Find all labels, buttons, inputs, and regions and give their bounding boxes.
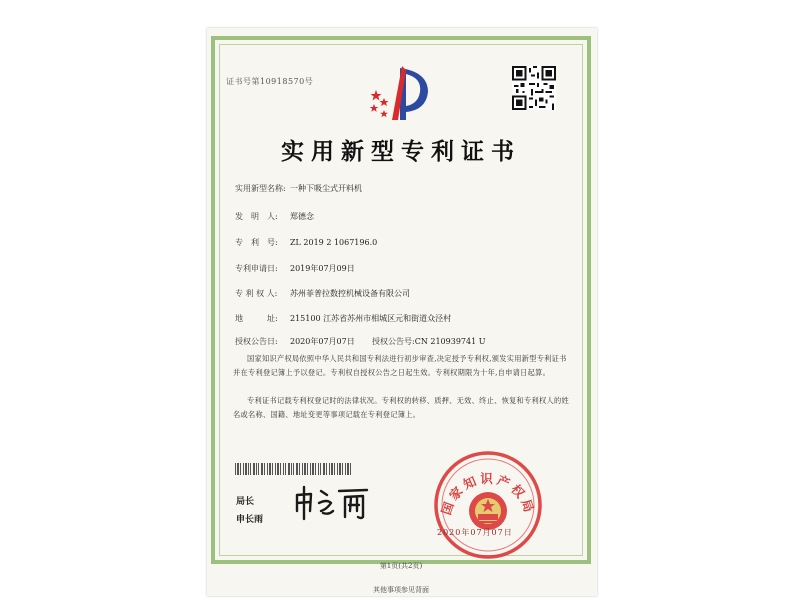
field-label: 专 利 权 人: xyxy=(235,289,278,298)
director-name: 申长雨 xyxy=(236,515,264,525)
page-info: 第1页(共2页) xyxy=(379,562,423,570)
field-grant-number xyxy=(372,336,485,347)
field-label: 授权公告号: xyxy=(372,337,415,346)
field-label: 发 明 人: xyxy=(235,212,278,221)
field-label: 专 利 号: xyxy=(235,238,278,247)
field-value: 郑德念 xyxy=(290,212,314,221)
field-label: 实用新型名称: xyxy=(235,184,286,193)
body-paragraph-2: 专利证书记载专利权登记时的法律状况。专利权的转移、质押、无效、终止、恢复和专利权人的姓名或名称、国籍、地址变更等事项记载在专利登记簿上。 xyxy=(233,396,569,419)
handwritten-signature xyxy=(293,481,373,523)
field-grant-date xyxy=(235,336,355,347)
field-utility-model-name xyxy=(235,183,362,194)
field-patent-number xyxy=(235,237,377,248)
field-label: 授权公告日: xyxy=(235,337,278,346)
field-value: ZL 2019 2 1067196.0 xyxy=(290,238,378,247)
certificate-number: 证书号第10918570号 xyxy=(226,77,314,86)
seal-date: 2020年07月07日 xyxy=(437,528,513,537)
field-value: CN 210939741 U xyxy=(414,337,486,346)
qr-code-icon xyxy=(512,66,556,110)
patent-office-logo-icon xyxy=(362,60,432,126)
field-value: 2019年07月09日 xyxy=(290,264,355,273)
field-label: 专利申请日: xyxy=(235,264,278,273)
official-seal xyxy=(432,449,544,561)
field-label: 地 址: xyxy=(235,314,278,323)
director-title: 局长 xyxy=(236,497,255,507)
field-value: 一种下吸尘式开料机 xyxy=(290,184,362,193)
certificate-title: 实用新型专利证书 xyxy=(281,139,521,165)
field-patentee xyxy=(235,288,410,299)
field-application-date xyxy=(235,263,355,274)
field-inventor xyxy=(235,211,314,222)
barcode-icon xyxy=(235,463,353,475)
field-value: 苏州菲普拉数控机械设备有限公司 xyxy=(290,289,410,298)
footer-note: 其他事项参见背面 xyxy=(373,586,429,594)
field-address xyxy=(235,313,451,324)
field-value: 2020年07月07日 xyxy=(290,337,355,346)
field-value: 215100 江苏省苏州市相城区元和街道众泾村 xyxy=(290,314,452,323)
seal-text: 国家知识产权局 xyxy=(438,471,538,517)
body-paragraph-1: 国家知识产权局依照中华人民共和国专利法进行初步审查,决定授予专利权,颁发实用新型专利证书并在专利登记簿上予以登记。专利权自授权公告之日起生效。专利权期限为十年,自申请日起算。 xyxy=(233,354,567,377)
